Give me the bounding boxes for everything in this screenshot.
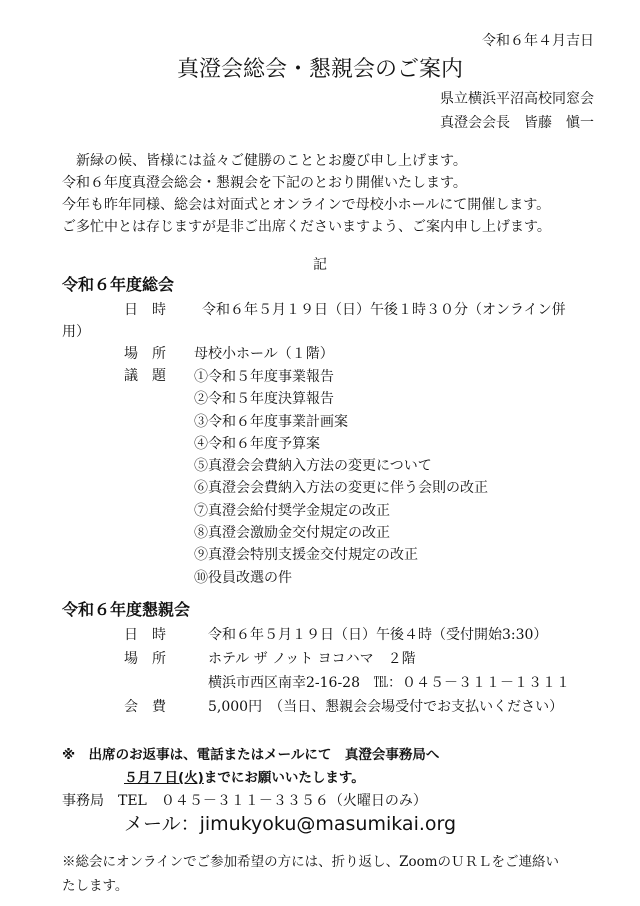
general-datetime-value-cont: 用） xyxy=(62,324,90,340)
ki-heading: 記 xyxy=(313,257,327,273)
social-datetime-label: 日 時 xyxy=(124,627,166,643)
agenda-list xyxy=(194,366,488,589)
agenda-item: ③令和６年度事業計画案 xyxy=(194,413,348,430)
intro-line: 新緑の候、皆様には益々ご健勝のこととお慶び申し上げます。 xyxy=(76,153,467,169)
general-meeting-heading: 令和６年度総会 xyxy=(62,275,175,294)
social-heading: 令和６年度懇親会 xyxy=(62,600,191,619)
general-datetime-label: 日 時 xyxy=(124,302,166,318)
reply-deadline xyxy=(124,766,365,786)
agenda-label: 議 題 xyxy=(124,368,166,384)
sender-name: 真澄会会長 皆藤 愼一 xyxy=(440,115,594,131)
agenda-item: ⑥真澄会会費納入方法の変更に伴う会則の改正 xyxy=(194,480,488,497)
deadline-text: までにお願いいたします。 xyxy=(203,770,365,786)
social-datetime-value: 令和６年５月１９日（日）午後４時（受付開始3:30） xyxy=(208,627,548,643)
fee-label: 会 費 xyxy=(124,699,166,715)
issue-date: 令和６年４月吉日 xyxy=(482,33,594,49)
intro-line: 令和６年度真澄会総会・懇親会を下記のとおり開催いたします。 xyxy=(62,175,467,191)
agenda-item: ⑧真澄会激励金交付規定の改正 xyxy=(194,525,390,542)
general-datetime-value: 令和６年５月１９日（日）午後１時３０分（オンライン併 xyxy=(202,302,566,318)
email-address: メール：jimukyoku@masumikai.org xyxy=(124,813,457,835)
page-title: 真澄会総会・懇親会のご案内 xyxy=(176,57,463,82)
agenda-item: ⑦真澄会給付奨学金規定の改正 xyxy=(194,502,390,519)
general-place-value: 母校小ホール（１階） xyxy=(194,346,334,362)
agenda-item: ②令和５年度決算報告 xyxy=(194,391,334,408)
intro-line: 今年も昨年同様、総会は対面式とオンラインで母校小ホールにて開催します。 xyxy=(62,197,551,213)
agenda-item: ⑨真澄会特別支援金交付規定の改正 xyxy=(194,547,418,564)
fee-value: 5,000円 （当日、懇親会会場受付でお支払いください） xyxy=(208,699,564,715)
agenda-item: ④令和６年度予算案 xyxy=(194,435,320,452)
social-place-label: 場 所 xyxy=(124,651,166,667)
reply-notice: ※ 出席のお返事は、電話またはメールにて 真澄会事務局へ xyxy=(62,747,440,763)
footnote-line: たします。 xyxy=(62,878,129,894)
social-address: 横浜市西区南幸2-16-28 ℡：０４５－３１１－１３１１ xyxy=(208,675,570,691)
agenda-item: ①令和５年度事業報告 xyxy=(194,369,334,385)
footnote-line: ※総会にオンラインでご参加希望の方には、折り返し、ZoomのＵＲＬをご連絡い xyxy=(62,854,560,870)
general-place-label: 場 所 xyxy=(124,346,166,362)
intro-line: ご多忙中とは存じますが是非ご出席くださいますよう、ご案内申し上げます。 xyxy=(62,219,551,235)
organization-name: 県立横浜平沼高校同窓会 xyxy=(440,91,594,107)
agenda-item: ⑤真澄会会費納入方法の変更について xyxy=(194,458,432,475)
intro-paragraph xyxy=(62,150,622,238)
deadline-date: ５月７日(火) xyxy=(124,770,204,786)
agenda-item: ⑩役員改選の件 xyxy=(194,569,292,586)
office-contact: 事務局 TEL ０４５－３１１－３３５６（火曜日のみ） xyxy=(62,793,427,809)
social-place-value: ホテル ザ ノット ヨコハマ ２階 xyxy=(208,651,416,667)
